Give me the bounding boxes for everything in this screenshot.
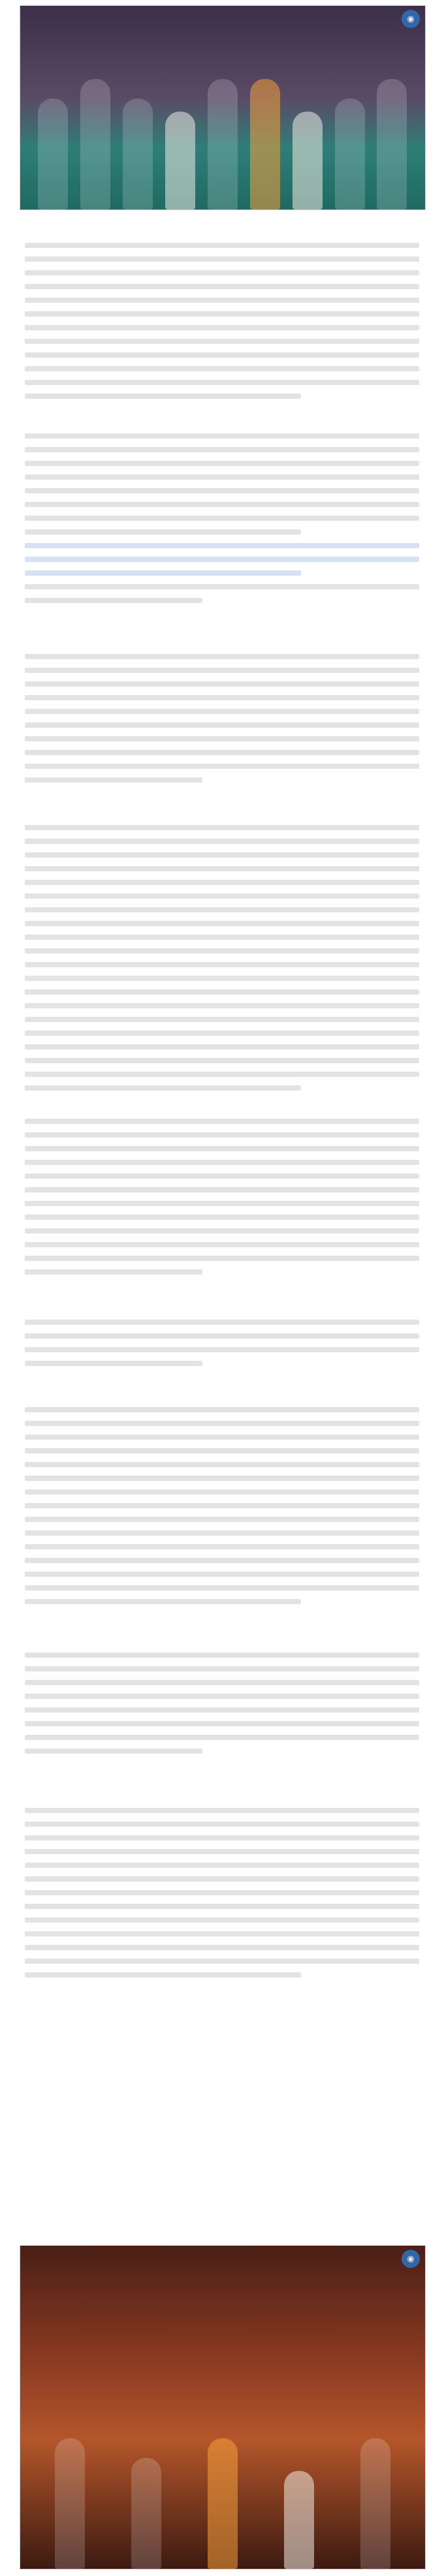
photo-people <box>20 67 425 209</box>
event-photo-top <box>20 5 426 210</box>
bharadwaja-paragraph <box>25 1119 419 1283</box>
kv-ramanachari-paragraph <box>25 1320 419 1374</box>
director-paragraph <box>25 1808 419 1986</box>
event-photo-bottom <box>20 2245 426 2569</box>
person-silhouette <box>131 2458 161 2569</box>
person-silhouette <box>80 79 110 209</box>
chiranjeevi-paragraph <box>25 654 419 791</box>
person-silhouette <box>250 79 280 209</box>
person-silhouette <box>165 112 195 209</box>
person-silhouette <box>377 79 407 209</box>
person-silhouette <box>123 99 153 209</box>
person-silhouette <box>38 99 68 209</box>
person-silhouette <box>208 2438 238 2569</box>
photo-people <box>20 2343 425 2569</box>
janaki-paragraph <box>25 1653 419 1762</box>
intro-paragraph <box>25 243 419 407</box>
person-silhouette <box>293 112 323 209</box>
kaushik-paragraph <box>25 1407 419 1613</box>
person-silhouette <box>360 2438 390 2569</box>
person-silhouette <box>208 79 238 209</box>
site-logo-icon: ◉ <box>402 10 420 28</box>
swami-paragraph <box>25 825 419 1099</box>
person-silhouette <box>284 2471 314 2569</box>
guests-paragraph <box>25 433 419 612</box>
person-silhouette <box>55 2438 85 2569</box>
person-silhouette <box>335 99 365 209</box>
site-logo-icon: ◉ <box>402 2250 420 2268</box>
